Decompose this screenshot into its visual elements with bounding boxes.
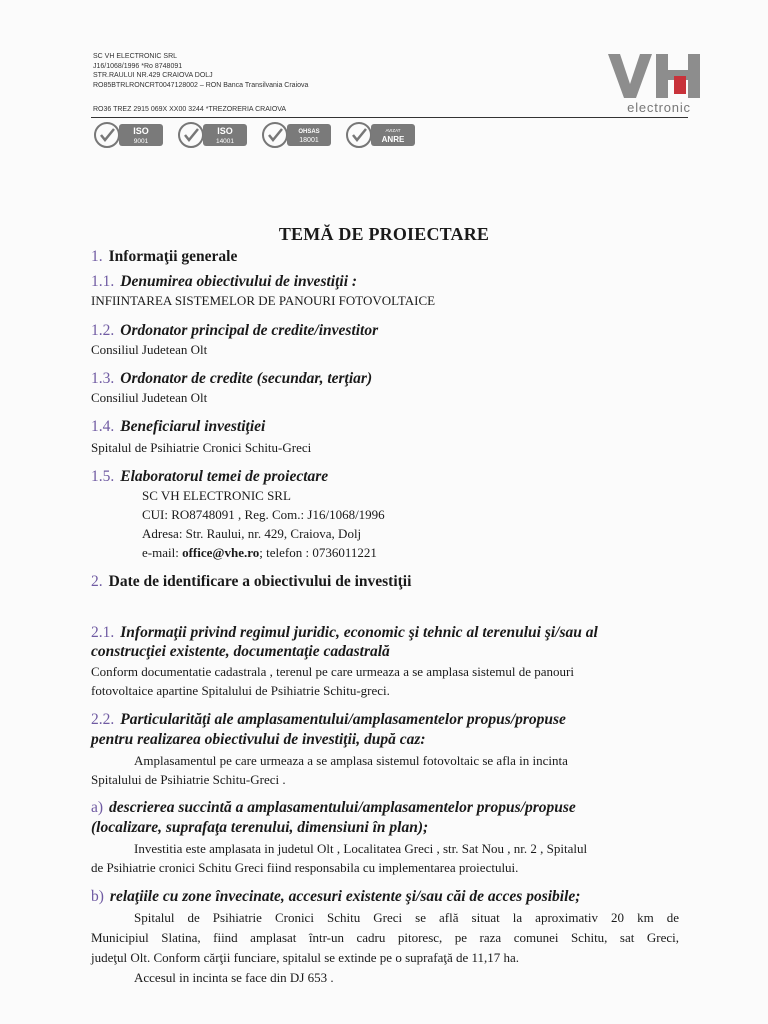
- iso-14001-badge: [179, 123, 247, 147]
- section-1-3-heading: [91, 370, 372, 388]
- section-1-heading: [91, 248, 237, 266]
- phone-text: ; telefon : 0736011221: [259, 545, 377, 560]
- section-b-text: Accesul in incinta se face din DJ 653 .: [134, 970, 334, 985]
- company-info: [93, 52, 308, 90]
- section-title: Elaboratorul temei de proiectare: [120, 468, 329, 485]
- badge-top: ISO: [133, 126, 149, 136]
- section-2-1-heading: [91, 624, 598, 642]
- badge-top: OHSAS: [298, 129, 320, 135]
- logo-word: electronic: [627, 100, 691, 115]
- section-title: Particularităţi ale amplasamentului/amplasamentelor propus/propuse: [120, 711, 566, 728]
- badge-top: AVIZAT: [385, 128, 401, 133]
- section-number: 1.2.: [91, 322, 115, 339]
- badge-top: ISO: [217, 126, 233, 136]
- section-b-heading: [91, 888, 580, 906]
- certification-badges: [93, 121, 433, 149]
- badge-bottom: 9001: [133, 138, 149, 145]
- section-2-2-heading: [91, 711, 566, 729]
- beneficiary: Spitalul de Psihiatrie Cronici Schitu-Greci: [91, 440, 312, 455]
- section-a-text: de Psihiatrie cronici Schitu Greci fiind responsabila cu implementarea proiectului.: [91, 860, 519, 875]
- anre-badge: [347, 123, 415, 147]
- section-2-2-heading-cont: pentru realizarea obiectivului de investiţii, după caz:: [91, 731, 426, 748]
- section-a-heading: [91, 799, 576, 817]
- email-link[interactable]: office@vhe.ro: [182, 545, 260, 560]
- section-2-2-text: Spitalului de Psihiatrie Schitu-Greci .: [91, 772, 286, 787]
- section-a-heading-cont: (localizare, suprafaţa terenului, dimensiuni în plan);: [91, 819, 429, 836]
- section-number: 1.1.: [91, 273, 115, 290]
- badge-bottom: 18001: [299, 137, 319, 144]
- section-b-text: judeţul Olt. Conform cărţii funciare, spitalul se extinde pe o suprafaţă de 11,17 ha.: [91, 950, 520, 965]
- vh-electronic-logo: [604, 50, 714, 116]
- project-name: INFIINTAREA SISTEMELOR DE PANOURI FOTOVOLTAICE: [91, 293, 436, 308]
- company-line: SC VH ELECTRONIC SRL: [93, 53, 178, 60]
- treasury-line: RO36 TREZ 2915 069X XX00 3244 *TREZORERIA CRAIOVA: [93, 106, 287, 113]
- section-number: 1.4.: [91, 418, 115, 435]
- section-1-1-heading: [91, 273, 357, 291]
- section-2-2-text: Amplasamentul pe care urmeaza a se amplasa sistemul fotovoltaic se afla in incinta: [134, 753, 568, 768]
- section-number: 1.: [91, 248, 103, 265]
- section-1-2-heading: [91, 322, 378, 340]
- section-number: 2.: [91, 573, 103, 590]
- elaborator-cui: CUI: RO8748091 , Reg. Com.: J16/1068/1996: [142, 507, 385, 522]
- section-a-text: Investitia este amplasata in judetul Olt , Localitatea Greci , str. Sat Nou , nr. 2 , Spitalul: [134, 841, 588, 856]
- section-title: Ordonator de credite (secundar, terţiar): [120, 370, 373, 387]
- section-title: relaţiile cu zone învecinate, accesuri existente şi/sau căi de acces posibile;: [109, 888, 581, 905]
- section-title: Informaţii generale: [108, 248, 238, 265]
- header-divider: [91, 117, 688, 118]
- section-b-text: Spitalul de Psihiatrie Cronici Schitu Greci se află situat la aproximativ 20 km de: [134, 910, 679, 925]
- section-title: Date de identificare a obiectivului de investiţii: [108, 573, 412, 590]
- section-2-1-text: fotovoltaice apartine Spitalului de Psihiatrie Schitu-greci.: [91, 683, 390, 698]
- section-2-1-heading-cont: construcţiei existente, documentaţie cadastrală: [91, 643, 390, 660]
- elaborator-name: SC VH ELECTRONIC SRL: [142, 488, 291, 503]
- section-title: descrierea succintă a amplasamentului/amplasamentelor propus/propuse: [109, 799, 576, 816]
- elaborator-contact: [142, 545, 377, 561]
- section-number: 1.3.: [91, 370, 115, 387]
- section-number: 1.5.: [91, 468, 115, 485]
- elaborator-address: Adresa: Str. Raului, nr. 429, Craiova, Dolj: [142, 526, 362, 541]
- section-1-4-heading: [91, 418, 265, 436]
- badge-bottom: 14001: [215, 138, 235, 145]
- email-label: e-mail:: [142, 545, 183, 560]
- section-title: Informaţii privind regimul juridic, economic şi tehnic al terenului şi/sau al: [120, 624, 598, 641]
- secondary-investor: Consiliul Judetean Olt: [91, 390, 208, 405]
- section-number: b): [91, 888, 104, 905]
- section-title: Beneficiarul investiţiei: [120, 418, 266, 435]
- company-line: RO85BTRLRONCRT0047128002 – RON Banca Transilvania Craiova: [93, 81, 309, 89]
- section-b-text: Municipiul Slatina, fiind amplasat într-un cadru pitoresc, pe raza comunei Schitu, sat Greci,: [91, 930, 679, 945]
- company-line: STR.RAULUI NR.429 CRAIOVA DOLJ: [93, 72, 213, 80]
- section-number: a): [91, 799, 104, 816]
- document-title: TEMĂ DE PROIECTARE: [278, 224, 490, 244]
- company-line: J16/1068/1996 *Ro 8748091: [93, 62, 183, 70]
- iso-9001-badge: [95, 123, 163, 147]
- section-number: 2.2.: [91, 711, 115, 728]
- section-title: Denumirea obiectivului de investiţii :: [120, 273, 358, 290]
- badge-bottom: ANRE: [381, 135, 405, 144]
- ohsas-18001-badge: [263, 123, 331, 147]
- section-1-5-heading: [91, 468, 328, 486]
- section-2-1-text: Conform documentatie cadastrala , terenul pe care urmeaza a se amplasa sistemul de panouri: [91, 664, 574, 679]
- principal-investor: Consiliul Judetean Olt: [91, 342, 208, 357]
- section-number: 2.1.: [91, 624, 115, 641]
- section-2-heading: [91, 573, 411, 591]
- section-title: Ordonator principal de credite/investitor: [120, 322, 379, 339]
